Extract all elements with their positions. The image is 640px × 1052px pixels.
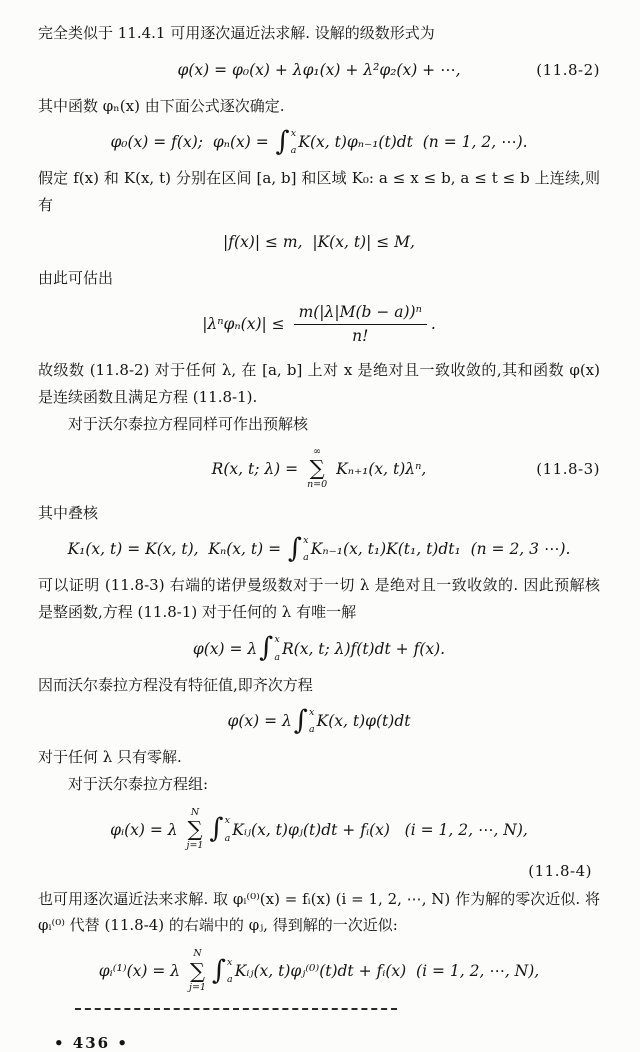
paragraph-resolvent-lead: 对于沃尔泰拉方程同样可作出预解核 xyxy=(68,414,309,433)
formula-estimate: |λⁿφₙ(x)| ≤ $\frac{\text{m(|λ|M(b − a))ⁿ}}{n!}$ . xyxy=(202,302,436,345)
paragraph-intro: 完全类似于 11.4.1 可用逐次逼近法求解. 设解的级数形式为 xyxy=(38,24,435,42)
paragraph-no-eigenvalue: 因而沃尔泰拉方程没有特征值,即齐次方程 xyxy=(38,675,313,694)
paragraph-assumption: 假定 f(x) 和 K(x, t) 分别在区间 [a, b] 和区域 K₀: a ≤ x ≤ b, a ≤ t ≤ b 上连续,则有 xyxy=(38,169,600,215)
equation-recursion xyxy=(38,126,600,158)
paragraph-iterated-kernel-lead: 其中叠核 xyxy=(38,503,99,522)
equation-first-approx xyxy=(38,946,600,996)
formula-unique-solution: φ(x) = λ ∫ x a R(x, t; λ)f(t)dt + f(x). xyxy=(192,632,446,664)
page-number: • 436 • xyxy=(54,1034,129,1052)
paragraph-system-lead: 对于沃尔泰拉方程组: xyxy=(68,774,209,793)
formula-volterra-system: φᵢ(x) = λ N ∑ j=1 ∫ x a Kᵢⱼ(x, t)φⱼ(t)dt + fᵢ(x) (i = 1, 2, ⋯, N), xyxy=(110,806,528,852)
formula-series-expansion: φ(x) = φ₀(x) + λφ₁(x) + λ²φ₂(x) + ⋯, xyxy=(177,60,461,79)
equation-homogeneous xyxy=(38,705,600,737)
paragraph-estimate-lead: 由此可估出 xyxy=(38,268,114,287)
equation-number-11-8-2: (11.8-2) xyxy=(536,60,600,79)
equation-number-11-8-3: (11.8-3) xyxy=(536,459,600,478)
formula-homogeneous: φ(x) = λ ∫ x a K(x, t)φ(t)dt xyxy=(227,704,411,736)
paragraph-successive-approx: 也可用逐次逼近法来求解. 取 φᵢ⁽⁰⁾(x) = fᵢ(x) (i = 1, 2, ⋯, N) 作为解的零次近似. 将 φᵢ⁽⁰⁾ 代替 (11.8-4) 的右端中的 φⱼ, 得到解的一次近似: xyxy=(38,889,600,935)
paragraph-convergence: 故级数 (11.8-2) 对于任何 λ, 在 [a, b] 上对 x 是绝对且一致收敛的,其和函数 φ(x) 是连续函数且满足方程 (11.8-1). xyxy=(38,361,600,407)
equation-unique-solution xyxy=(38,633,600,665)
footnote-separator xyxy=(75,1008,397,1010)
paragraph-zero-solution: 对于任何 λ 只有零解. xyxy=(38,748,182,767)
formula-recursion: φ₀(x) = f(x); φₙ(x) = ∫ x a K(x, t)φₙ₋₁(t)dt (n = 1, 2, ⋯). xyxy=(110,125,528,157)
equation-number-11-8-4: (11.8-4) xyxy=(528,861,592,880)
formula-bounds: |f(x)| ≤ m, |K(x, t)| ≤ M, xyxy=(223,232,415,251)
formula-first-approx: φᵢ⁽¹⁾(x) = λ N ∑ j=1 ∫ x a Kᵢⱼ(x, t)φⱼ⁽⁰⁾(t)dt + fᵢ(x) (i = 1, 2, ⋯, N), xyxy=(98,948,540,993)
equation-11-8-4 xyxy=(38,805,600,855)
equation-bounds xyxy=(38,226,600,258)
equation-iterated-kernel xyxy=(38,533,600,565)
equation-estimate xyxy=(38,298,600,350)
formula-resolvent: R(x, t; λ) = ∞ ∑ n=0 Kₙ₊₁(x, t)λⁿ, xyxy=(211,445,427,490)
paragraph-phi-definition: 其中函数 φₙ(x) 由下面公式逐次确定. xyxy=(38,96,285,115)
equation-11-8-2 xyxy=(38,54,600,86)
paragraph-neumann: 可以证明 (11.8-3) 右端的诺伊曼级数对于一切 λ 是绝对且一致收敛的. 因此预解核是整函数,方程 (11.8-1) 对于任何的 λ 有唯一解 xyxy=(38,576,600,621)
equation-11-8-3 xyxy=(38,445,600,493)
formula-iterated-kernel: K₁(x, t) = K(x, t), Kₙ(x, t) = ∫ x a Kₙ₋₁(x, t₁)K(t₁, t)dt₁ (n = 2, 3 ⋯). xyxy=(67,532,571,564)
